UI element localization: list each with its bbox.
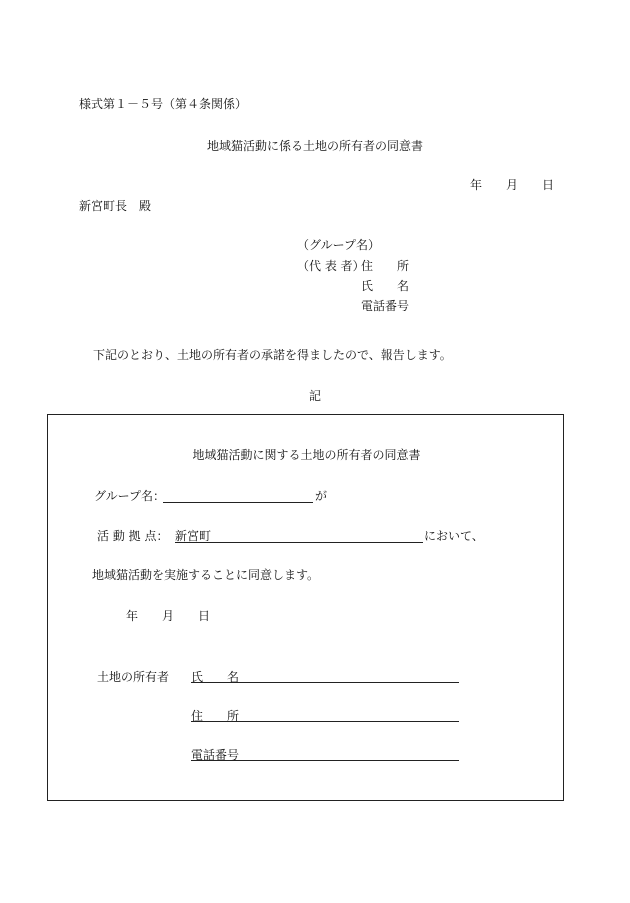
representative-name-label: 氏 名: [361, 279, 410, 293]
consent-title: 地域猫活動に関する土地の所有者の同意書: [192, 448, 421, 462]
landowner-address-label: 住 所: [191, 709, 240, 723]
landowner-label: 土地の所有者: [97, 670, 170, 684]
submission-date: [470, 178, 554, 192]
consent-agree-text: 地域猫活動を実施することに同意します。: [92, 568, 320, 582]
addressee: 新宮町長 殿: [79, 199, 152, 213]
activity-base-prefix: 新宮町: [175, 529, 212, 543]
form-number: 様式第１－５号（第４条関係）: [79, 97, 248, 111]
landowner-name-field[interactable]: [191, 682, 459, 683]
representative-phone-label: 電話番号: [361, 299, 410, 313]
report-statement: 下記のとおり、土地の所有者の承諾を得ましたので、報告します。: [93, 348, 452, 362]
landowner-address-field[interactable]: [191, 721, 459, 722]
date-year-label: 年: [470, 178, 483, 192]
representative-address-label: 住 所: [361, 259, 410, 273]
representative-label: （代 表 者）: [297, 259, 365, 273]
date-day-label: 日: [542, 178, 555, 192]
date-month-label: 月: [506, 178, 519, 192]
consent-date: 年 月 日: [126, 609, 211, 623]
consent-group-suffix: が: [315, 489, 328, 503]
group-name-field[interactable]: [163, 502, 313, 503]
activity-base-field[interactable]: [175, 542, 423, 543]
consent-group-label: グループ名：: [94, 489, 166, 503]
landowner-name-label: 氏 名: [191, 670, 240, 684]
landowner-phone-label: 電話番号: [191, 748, 240, 762]
group-name-label: （グループ名）: [297, 238, 381, 252]
consent-form-box: [47, 414, 564, 801]
landowner-phone-field[interactable]: [191, 760, 459, 761]
activity-base-suffix: において、: [424, 529, 484, 543]
ki-heading: 記: [309, 389, 322, 403]
activity-base-label: 活 動 拠 点：: [97, 529, 169, 543]
document-title: 地域猫活動に係る土地の所有者の同意書: [206, 139, 423, 153]
